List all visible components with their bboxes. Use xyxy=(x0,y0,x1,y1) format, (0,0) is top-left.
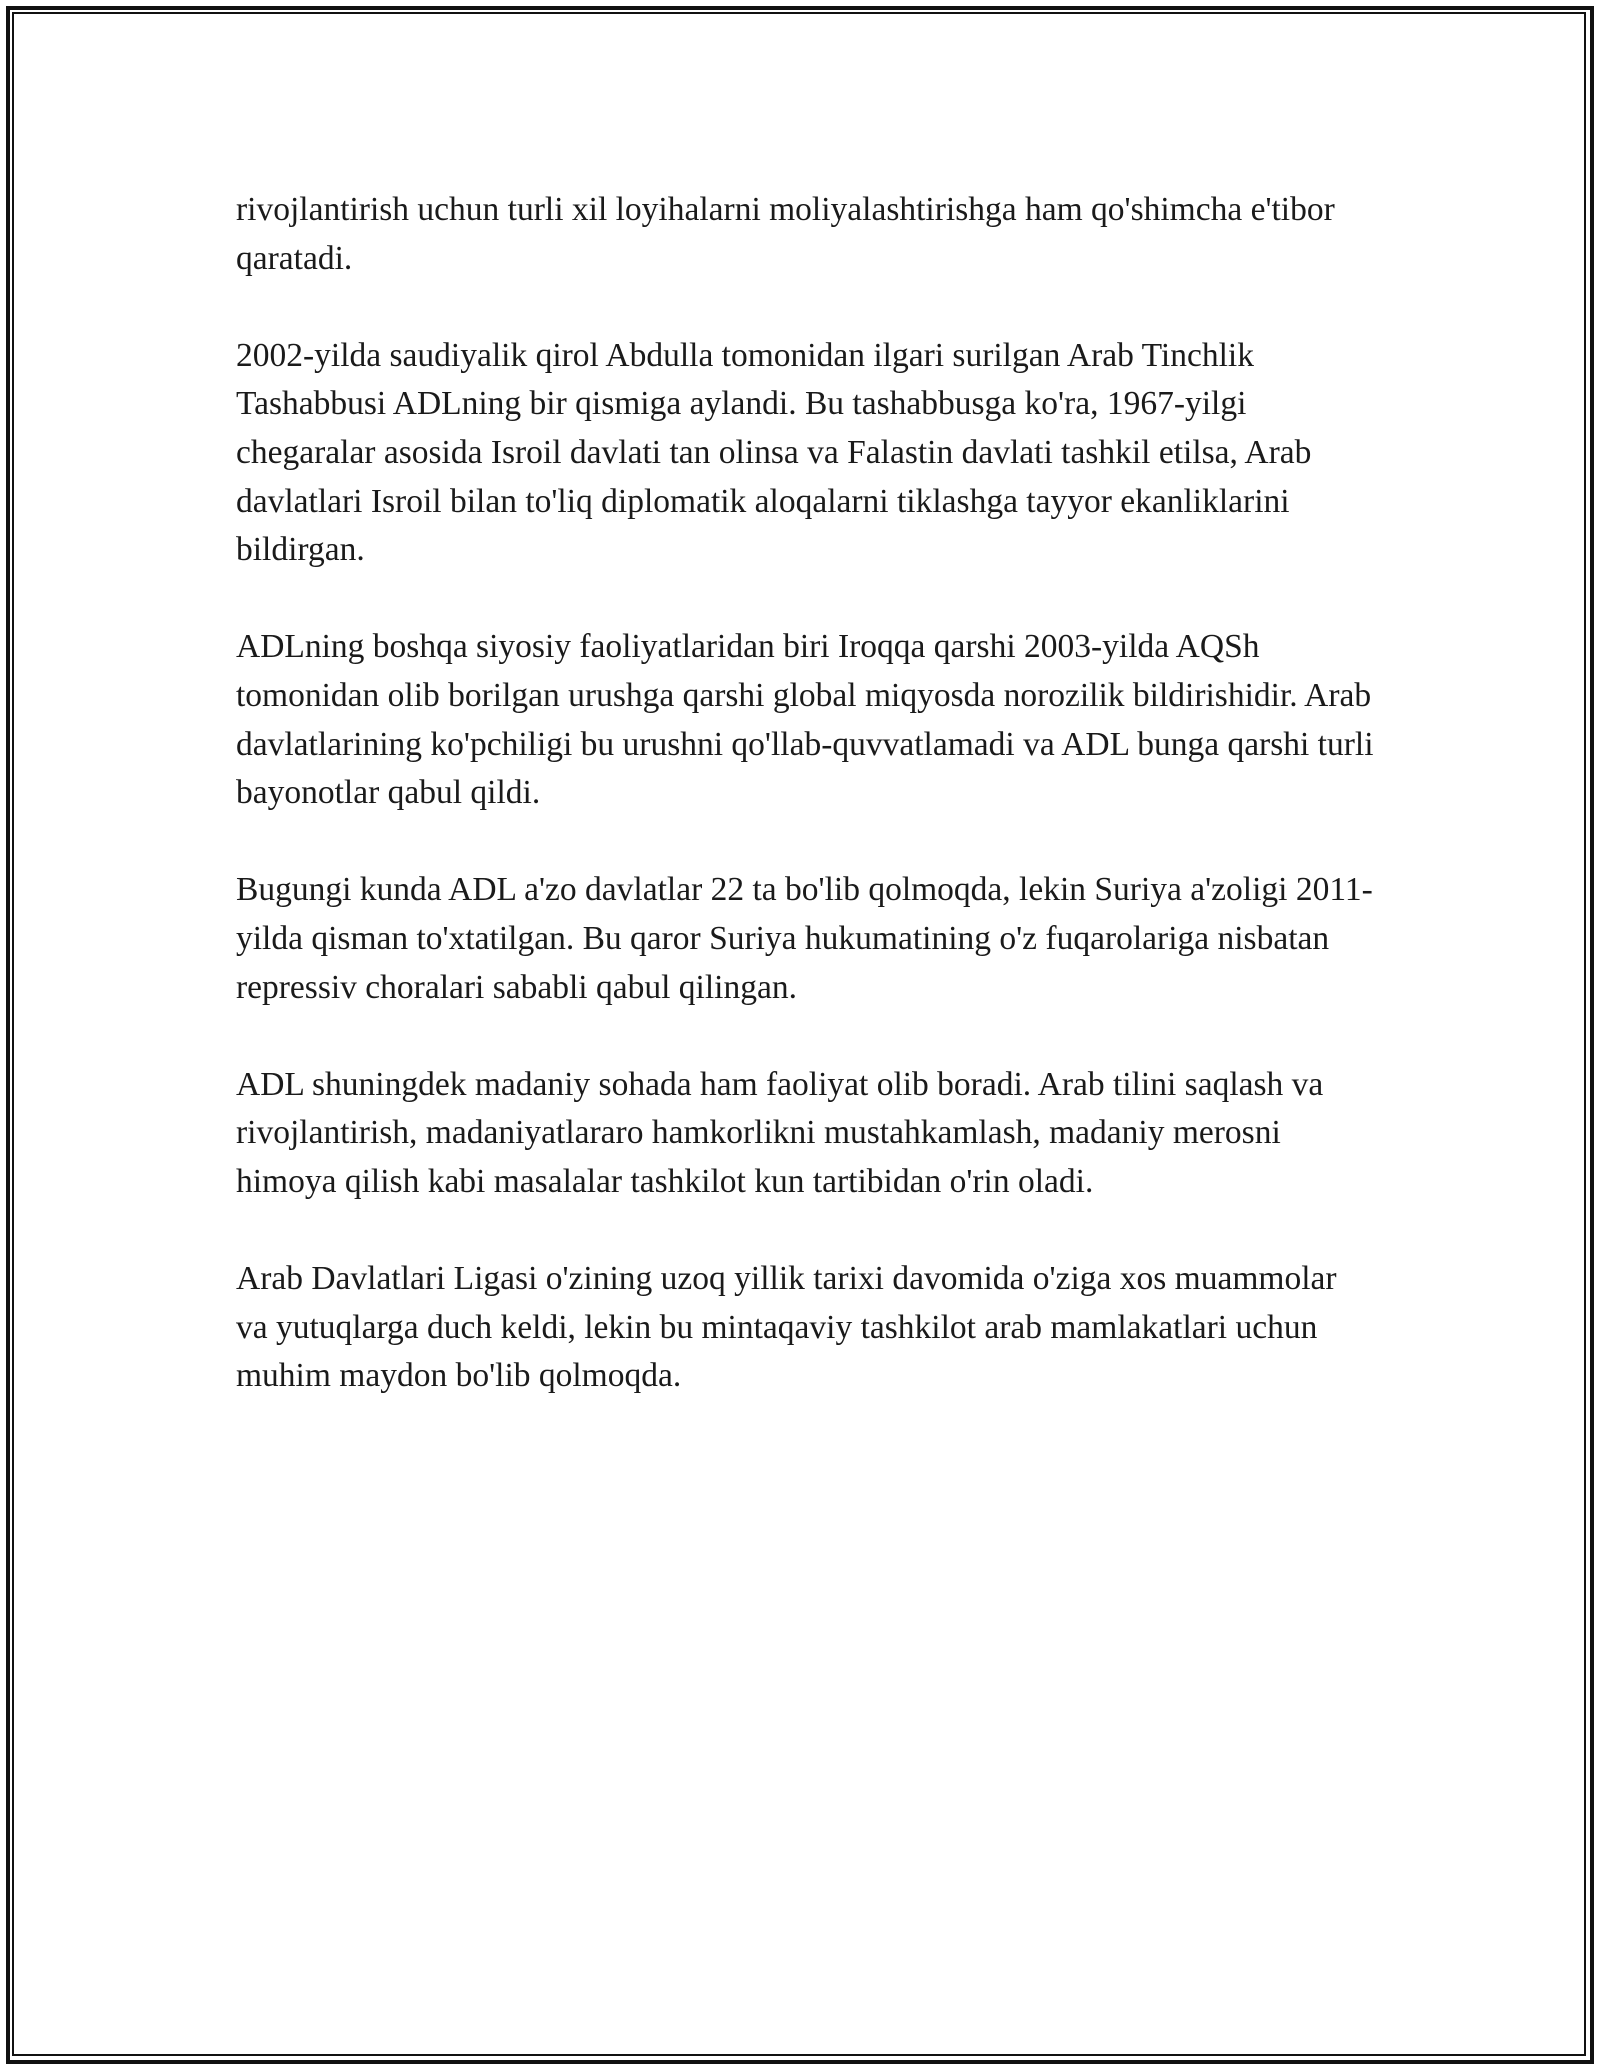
document-body xyxy=(236,186,1376,1449)
paragraph-2: 2002-yilda saudiyalik qirol Abdulla tomonidan ilgari surilgan Arab Tinchlik Tashabbusi ADLning bir qismiga aylandi. Bu tashabbusga ko'ra, 1967-yilgi chegaralar asosida Isroil davlati tan olinsa va Falastin davlati tashkil etilsa, Arab davlatlari Isroil bilan to'liq diplomatik aloqalarni tiklashga tayyor ekanliklarini bildirgan. xyxy=(236,336,1312,569)
paragraph-4: Bugungi kunda ADL a'zo davlatlar 22 ta bo'lib qolmoqda, lekin Suriya a'zoligi 2011-yilda qisman to'xtatilgan. Bu qaror Suriya hukumatining o'z fuqarolariga nisbatan repressiv choralari sababli qabul qilingan. xyxy=(236,871,1373,1006)
paragraph-6: Arab Davlatlari Ligasi o'zining uzoq yillik tarixi davomida o'ziga xos muammolar va yutuqlarga duch keldi, lekin bu mintaqaviy tashkilot arab mamlakatlari uchun muhim maydon bo'lib qolmoqda. xyxy=(236,1260,1337,1395)
paragraph-1: rivojlantirish uchun turli xil loyihalarni moliyalashtirishga ham qo'shimcha e'tibor qaratadi. xyxy=(236,191,1335,277)
paragraph-5: ADL shuningdek madaniy sohada ham faoliyat olib boradi. Arab tilini saqlash va rivojlantirish, madaniyatlararo hamkorlikni mustahkamlash, madaniy merosni himoya qilish kabi masalalar tashkilot kun tartibidan o'rin oladi. xyxy=(236,1065,1324,1200)
paragraph-3: ADLning boshqa siyosiy faoliyatlaridan biri Iroqqa qarshi 2003-yilda AQSh tomonidan olib borilgan urushga qarshi global miqyosda norozilik bildirishidir. Arab davlatlarining ko'pchiligi bu urushni qo'llab-quvvatlamadi va ADL bunga qarshi turli bayonotlar qabul qildi. xyxy=(236,628,1374,812)
